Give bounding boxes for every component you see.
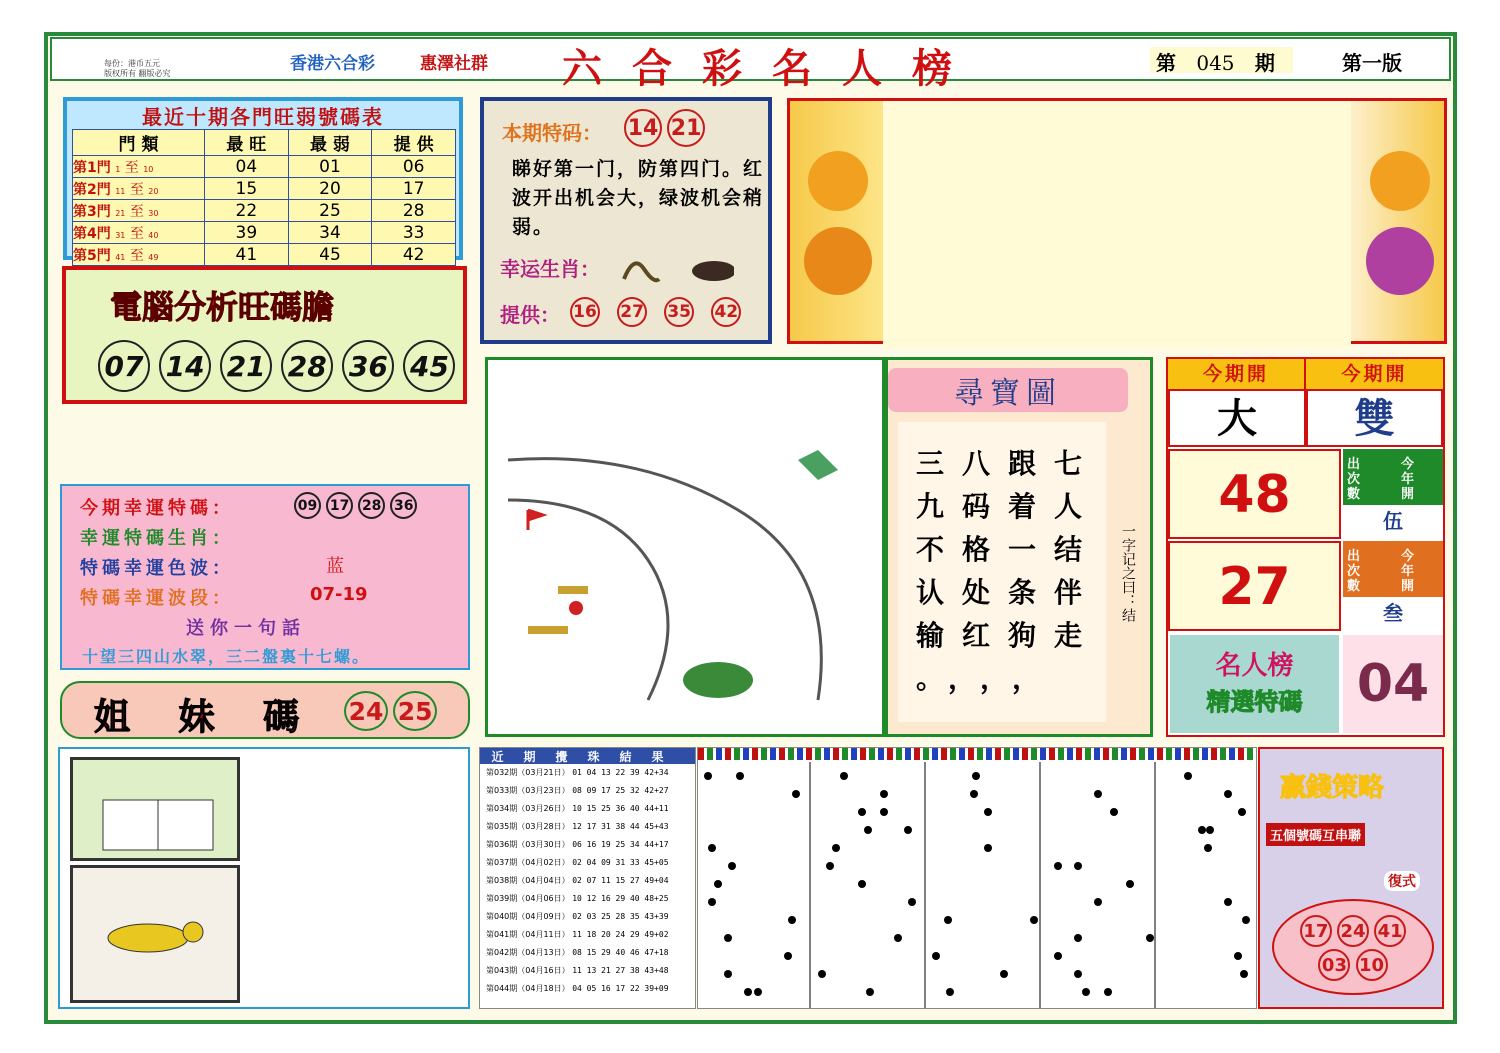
count-label-2 [1343,541,1443,597]
issue-prefix: 第 [1156,51,1176,75]
door-label: 第5門 [73,247,111,264]
to-word: 至 [129,181,144,198]
period: 第033期（03月23日） [486,786,570,795]
book-picture [70,757,240,861]
period: 第044期（04月18日） [486,984,570,993]
lucky-color-value: 蓝 [326,556,344,577]
lucky-ball: 09 [294,492,321,519]
numbers: 01 04 13 22 39 42+34 [572,768,669,777]
result-row [486,854,695,872]
header-bar [50,37,1451,92]
brand-hk: 香港六合彩 [290,54,375,74]
recent-results-list [479,747,696,1009]
give-label: 提供： [500,303,560,327]
max-cell: 15 [205,178,289,200]
numbers: 04 05 16 17 22 39+09 [572,984,669,993]
computer-analysis-box [62,266,467,404]
give-ball: 35 [664,297,694,327]
strong-weak-table [63,97,463,265]
leopard-picture [70,865,240,1003]
range-to: 20 [148,186,159,196]
strategy-ball: 17 [1300,915,1332,947]
numbers: 02 04 09 31 33 45+05 [572,858,669,867]
poem-line: 三八跟七 [916,447,1101,480]
treasure-title: 尋寶圖 [888,368,1128,412]
issue-box [1150,47,1293,73]
give-ball: 42 [711,297,741,327]
number-48: 48 [1168,449,1341,539]
strategy-oval [1272,899,1434,995]
number-27: 27 [1168,541,1341,631]
lucky-color-label: 特碼幸運色波： [80,558,234,579]
this-open-header-2: 今期開 [1306,359,1443,389]
treasure-map-box [485,357,885,737]
period: 第039期（04月06日） [486,894,570,903]
period: 第043期（04月16日） [486,966,570,975]
range-from: 1 [115,164,121,174]
gift-sentence: 十望三四山水翠，三二盤裏十七螺。 [82,647,371,666]
big-small-value: 大 [1168,389,1306,447]
range-from: 11 [115,186,126,196]
poem-line: 认处条伴 [916,576,1101,609]
result-row [486,890,695,908]
fame-pick-box [1170,635,1339,733]
give-cell: 17 [372,178,456,200]
to-word: 至 [129,247,144,264]
issue-number: 045 [1196,51,1235,75]
min-cell: 25 [288,200,372,222]
period: 第042期（04月13日） [486,948,570,957]
result-row [486,836,695,854]
range-from: 21 [115,208,126,218]
result-row [486,764,695,782]
fame-title: 名人榜 [1215,651,1294,681]
result-row [486,908,695,926]
result-row [486,944,695,962]
max-cell: 22 [205,200,289,222]
strategy-box [1258,747,1444,1009]
period: 第038期（04月04日） [486,876,570,885]
door-label: 第1門 [73,159,111,176]
door-label: 第2門 [73,181,111,198]
sister-code-box [60,681,470,739]
sister-ball: 25 [393,691,437,731]
door-label: 第4門 [73,225,111,242]
gift-sentence-label: 送你一句話 [186,618,306,639]
numbers: 06 16 19 25 34 44+17 [572,840,669,849]
count-label-1 [1343,449,1443,505]
max-cell: 41 [205,244,289,266]
strategy-ball: 41 [1374,915,1406,947]
to-word: 至 [129,225,144,242]
lucky-code-label: 今期幸運特碼： [80,498,234,519]
result-row [486,782,695,800]
treasure-map-image [488,360,882,734]
period: 第034期（03月26日） [486,804,570,813]
recent-title: 近期攪珠結果 [480,748,695,764]
lucky-ball: 36 [390,492,417,519]
fame-number: 04 [1343,635,1443,733]
poem-line: 九码着人 [916,490,1101,523]
numbers: 08 15 29 40 46 47+18 [572,948,669,957]
computer-title: 電腦分析旺碼膽 [110,288,335,326]
period: 第032期（03月21日） [486,768,570,777]
issue-suffix: 期 [1254,51,1275,75]
special-ball: 14 [624,109,662,147]
range-from: 31 [115,230,126,240]
computer-ball: 07 [98,340,150,392]
numbers: 02 07 11 15 27 49+04 [572,876,669,885]
lucky-zodiac-label: 幸運特碼生肖： [80,528,234,549]
strategy-ball: 10 [1356,949,1388,981]
period: 第036期（03月30日） [486,840,570,849]
give-ball: 27 [617,297,647,327]
numbers: 10 12 16 29 40 48+25 [572,894,669,903]
max-cell: 04 [205,156,289,178]
this-open-header-1: 今期開 [1168,359,1306,389]
price-note: 每份：港币五元 [104,59,160,68]
table-row [73,200,456,222]
result-row [486,980,695,998]
period: 第041期（04月11日） [486,930,570,939]
min-cell: 20 [288,178,372,200]
numbers: 10 15 25 36 40 44+11 [572,804,669,813]
table-row [73,244,456,266]
banner-blank [883,101,1351,349]
dot-grid [697,747,1257,1009]
door-table [72,129,456,266]
year-label: 今年開 [1401,549,1415,594]
strategy-ball: 24 [1337,915,1369,947]
count-label: 出次數 [1347,457,1361,502]
numbers: 12 17 31 38 44 45+43 [572,822,669,831]
to-word: 至 [129,203,144,220]
strategy-sub: 五個號碼互串聯 [1266,823,1365,846]
range-to: 30 [148,208,159,218]
poem-line: 。，，， [916,662,1059,695]
special-text: 睇好第一门，防第四门。红波开出机会大，绿波机会稍弱。 [512,158,765,238]
min-cell: 01 [288,156,372,178]
lucky-range-label: 特碼幸運波段： [80,588,234,609]
dragon-art-right [1360,121,1440,321]
result-row [486,926,695,944]
range-from: 41 [115,252,126,262]
numbers: 02 03 25 28 35 43+39 [572,912,669,921]
result-row [486,800,695,818]
special-label: 本期特码： [502,121,602,145]
give-cell: 42 [372,244,456,266]
copyright-note: 版权所有 翻版必究 [104,69,171,78]
give-ball: 16 [570,297,600,327]
min-cell: 45 [288,244,372,266]
luck-zodiac-label: 幸运生肖： [500,257,600,281]
special-code-box [480,97,772,344]
year-label: 今年開 [1401,457,1415,502]
picture-box [58,747,470,1009]
color-strip [698,748,1256,760]
page-title: 六合彩名人榜 [562,45,982,92]
table-title: 最近十期各門旺弱號碼表 [67,101,459,129]
result-row [486,872,695,890]
lucky-box [60,484,470,670]
door-label: 第3門 [73,203,111,220]
poem-line: 输红狗走 [916,619,1101,652]
poem-line: 不格一结 [916,533,1101,566]
dragon-art-left [798,121,878,321]
sister-ball: 24 [344,691,388,731]
dot-grid-lines [698,762,1256,1008]
strategy-ball: 03 [1318,949,1350,981]
period: 第035期（03月28日） [486,822,570,831]
period: 第040期（04月09日） [486,912,570,921]
give-cell: 33 [372,222,456,244]
numbers: 11 18 20 24 29 49+02 [572,930,669,939]
range-to: 49 [148,252,159,262]
period: 第037期（04月02日） [486,858,570,867]
result-row [486,962,695,980]
col-header: 最 弱 [288,130,372,156]
count-value-2: 叁 [1383,601,1403,625]
lucky-ball: 28 [358,492,385,519]
zodiac-animal-icons [614,249,734,289]
edition: 第一版 [1342,51,1402,75]
computer-ball: 36 [342,340,394,392]
give-cell: 28 [372,200,456,222]
to-word: 至 [124,159,139,176]
table-row [73,222,456,244]
poem-panel [898,422,1106,722]
right-result-panel [1166,357,1445,737]
lucky-range-value: 07-19 [310,584,368,605]
range-to: 10 [143,164,154,174]
give-cell: 06 [372,156,456,178]
brand-group: 惠澤社群 [420,54,488,74]
result-row [486,818,695,836]
max-cell: 39 [205,222,289,244]
range-to: 40 [148,230,159,240]
treasure-poem-box [885,357,1153,737]
computer-ball: 28 [281,340,333,392]
col-header: 提 供 [372,130,456,156]
odd-even-value: 雙 [1306,389,1443,447]
computer-ball: 14 [159,340,211,392]
computer-ball: 45 [403,340,455,392]
lucky-ball: 17 [326,492,353,519]
count-label: 出次數 [1347,549,1361,594]
table-row [73,178,456,200]
numbers: 11 13 21 27 38 43+48 [572,966,669,975]
poem-side-note: 一字记之曰：结 [1120,524,1136,622]
computer-ball: 21 [220,340,272,392]
col-header: 最 旺 [205,130,289,156]
min-cell: 34 [288,222,372,244]
table-row [73,156,456,178]
banner-box [787,98,1447,344]
fame-sub: 精選特碼 [1206,688,1303,716]
count-value-1: 伍 [1383,509,1403,533]
strategy-title: 贏錢策略 [1280,773,1385,803]
col-header: 門 類 [73,130,205,156]
sister-label: 姐 妹 碼 [94,697,318,738]
special-ball: 21 [667,109,705,147]
numbers: 08 09 17 25 32 42+27 [572,786,669,795]
compound-tag: 復式 [1384,871,1420,891]
